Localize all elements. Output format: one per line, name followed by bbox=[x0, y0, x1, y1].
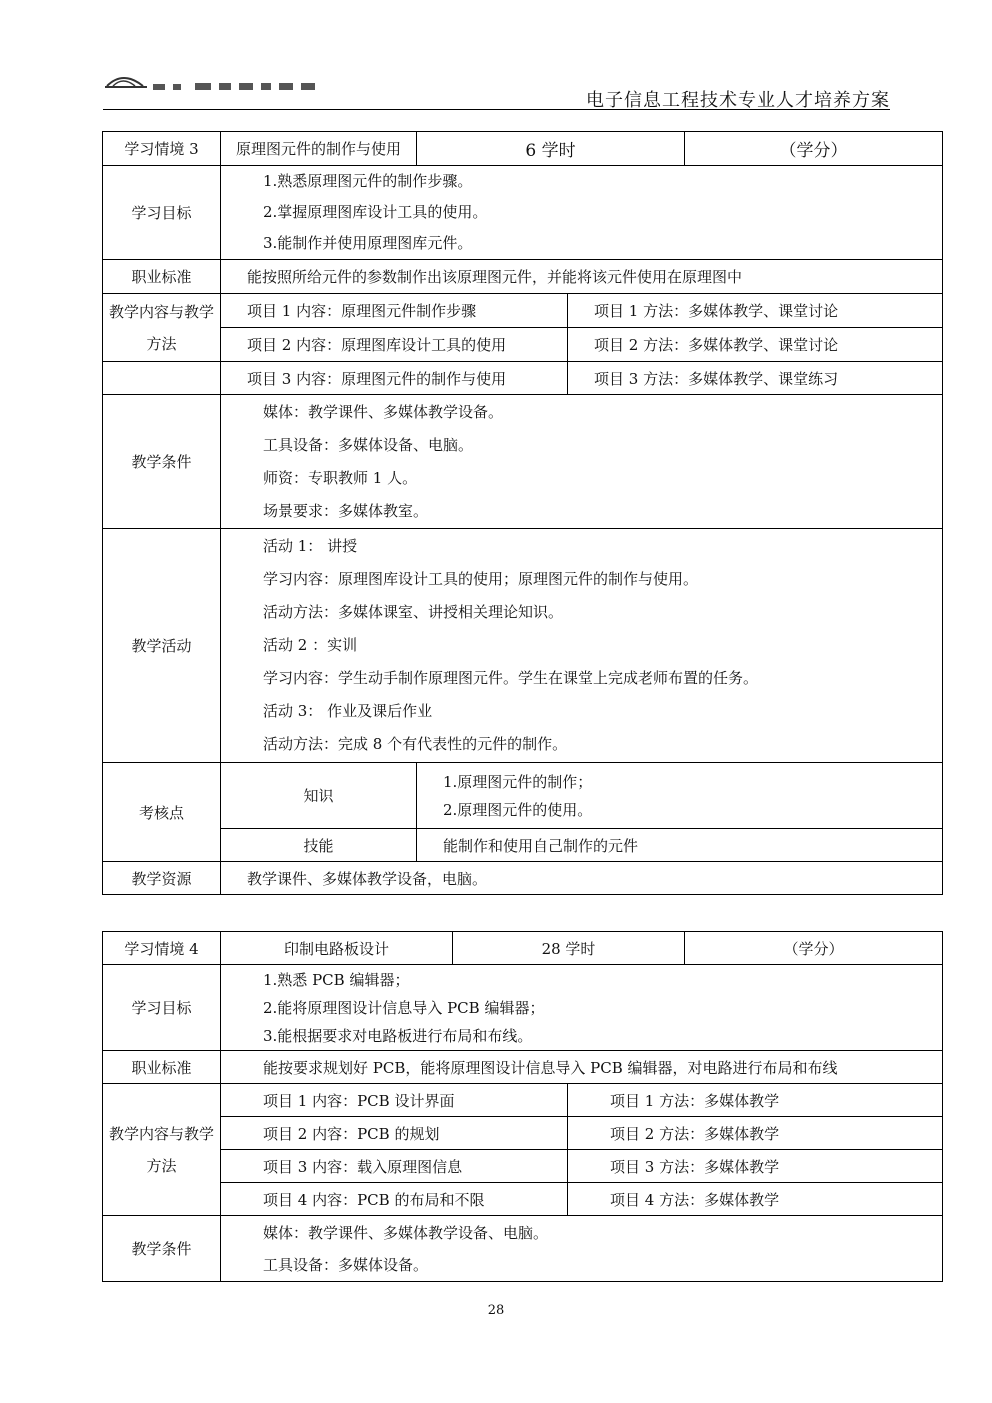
item-method: 项目 1 方法：多媒体教学 bbox=[568, 1084, 943, 1117]
situation-hours: 6 学时 bbox=[417, 132, 685, 166]
standard-label: 职业标准 bbox=[103, 260, 221, 294]
skill-label: 技能 bbox=[221, 829, 417, 862]
activities-list bbox=[221, 529, 943, 763]
activity-item: 学习内容：学生动手制作原理图元件。学生在课堂上完成老师布置的任务。 bbox=[263, 669, 759, 687]
situation-3-table bbox=[102, 131, 943, 895]
condition-item: 媒体：教学课件、多媒体教学设备。 bbox=[263, 402, 504, 421]
item-content: 项目 4 内容：PCB 的布局和不限 bbox=[221, 1183, 568, 1216]
goal-label: 学习目标 bbox=[103, 166, 221, 260]
conditions-label: 教学条件 bbox=[103, 395, 221, 529]
situation-4-table bbox=[102, 931, 943, 1282]
condition-item: 师资：专职教师 1 人。 bbox=[263, 468, 418, 487]
page-number: 28 bbox=[487, 1303, 505, 1318]
knowledge-label: 知识 bbox=[221, 763, 417, 829]
item-content: 项目 3 内容：原理图元件的制作与使用 bbox=[221, 362, 568, 395]
standard-text: 能按照所给元件的参数制作出该原理图元件，并能将该元件使用在原理图中 bbox=[221, 260, 943, 294]
situation-name: 印制电路板设计 bbox=[221, 932, 453, 965]
item-method: 项目 3 方法：多媒体教学 bbox=[568, 1150, 943, 1183]
skill-text: 能制作和使用自己制作的元件 bbox=[417, 829, 943, 862]
item-content: 项目 2 内容：PCB 的规划 bbox=[221, 1117, 568, 1150]
activity-item: 活动方法：完成 8 个有代表性的元件的制作。 bbox=[263, 735, 568, 753]
goal-label: 学习目标 bbox=[103, 965, 221, 1051]
item-method: 项目 1 方法：多媒体教学、课堂讨论 bbox=[568, 294, 943, 328]
goal-list bbox=[221, 965, 943, 1051]
school-logo-icon bbox=[103, 72, 333, 94]
condition-item: 工具设备：多媒体设备。 bbox=[263, 1255, 429, 1274]
document-title: 电子信息工程技术专业人才培养方案 bbox=[586, 90, 890, 111]
situation-hours: 28 学时 bbox=[453, 932, 685, 965]
situation-label: 学习情境 3 bbox=[103, 132, 221, 166]
knowledge-item: 1.原理图元件的制作； bbox=[443, 772, 593, 791]
goal-item: 1.熟悉原理图元件的制作步骤。 bbox=[263, 172, 473, 190]
item-content: 项目 3 内容：载入原理图信息 bbox=[221, 1150, 568, 1183]
knowledge-item: 2.原理图元件的使用。 bbox=[443, 800, 593, 819]
situation-name: 原理图元件的制作与使用 bbox=[221, 132, 417, 166]
header-rule bbox=[103, 109, 890, 110]
item-method: 项目 3 方法：多媒体教学、课堂练习 bbox=[568, 362, 943, 395]
item-method: 项目 2 方法：多媒体教学 bbox=[568, 1117, 943, 1150]
goal-item: 3.能制作并使用原理图库元件。 bbox=[263, 234, 473, 252]
condition-item: 工具设备：多媒体设备、电脑。 bbox=[263, 435, 474, 454]
resources-label: 教学资源 bbox=[103, 862, 221, 895]
item-method: 项目 4 方法：多媒体教学 bbox=[568, 1183, 943, 1216]
goal-list bbox=[221, 166, 943, 260]
activity-item: 活动 1： 讲授 bbox=[263, 537, 358, 555]
assess-label: 考核点 bbox=[103, 763, 221, 862]
condition-item: 媒体：教学课件、多媒体教学设备、电脑。 bbox=[263, 1223, 549, 1242]
goal-item: 1.熟悉 PCB 编辑器； bbox=[263, 970, 410, 989]
item-content: 项目 1 内容：PCB 设计界面 bbox=[221, 1084, 568, 1117]
activity-item: 学习内容：原理图库设计工具的使用；原理图元件的制作与使用。 bbox=[263, 570, 699, 588]
standard-text: 能按要求规划好 PCB，能将原理图设计信息导入 PCB 编辑器，对电路进行布局和布线 bbox=[221, 1051, 943, 1084]
conditions-list bbox=[221, 395, 943, 529]
goal-item: 2.掌握原理图库设计工具的使用。 bbox=[263, 203, 488, 221]
knowledge-list bbox=[417, 763, 943, 829]
standard-label: 职业标准 bbox=[103, 1051, 221, 1084]
activity-item: 活动 2 ：实训 bbox=[263, 636, 358, 654]
goal-item: 3.能根据要求对电路板进行布局和布线。 bbox=[263, 1026, 533, 1045]
content-label: 教学内容与教学方法 bbox=[103, 1084, 221, 1216]
resources-text: 教学课件、多媒体教学设备，电脑。 bbox=[221, 862, 943, 895]
activity-item: 活动 3： 作业及课后作业 bbox=[263, 702, 433, 720]
conditions-label: 教学条件 bbox=[103, 1216, 221, 1282]
item-content: 项目 1 内容：原理图元件制作步骤 bbox=[221, 294, 568, 328]
empty-cell bbox=[103, 362, 221, 395]
situation-credits: （学分） bbox=[685, 132, 943, 166]
activity-item: 活动方法：多媒体课室、讲授相关理论知识。 bbox=[263, 603, 564, 621]
page-header bbox=[103, 68, 890, 110]
conditions-list bbox=[221, 1216, 943, 1282]
item-method: 项目 2 方法：多媒体教学、课堂讨论 bbox=[568, 328, 943, 362]
item-content: 项目 2 内容：原理图库设计工具的使用 bbox=[221, 328, 568, 362]
activities-label: 教学活动 bbox=[103, 529, 221, 763]
situation-label: 学习情境 4 bbox=[103, 932, 221, 965]
situation-credits: （学分） bbox=[685, 932, 943, 965]
content-label: 教学内容与教学方法 bbox=[103, 294, 221, 362]
condition-item: 场景要求：多媒体教室。 bbox=[263, 501, 429, 520]
goal-item: 2.能将原理图设计信息导入 PCB 编辑器； bbox=[263, 998, 545, 1017]
